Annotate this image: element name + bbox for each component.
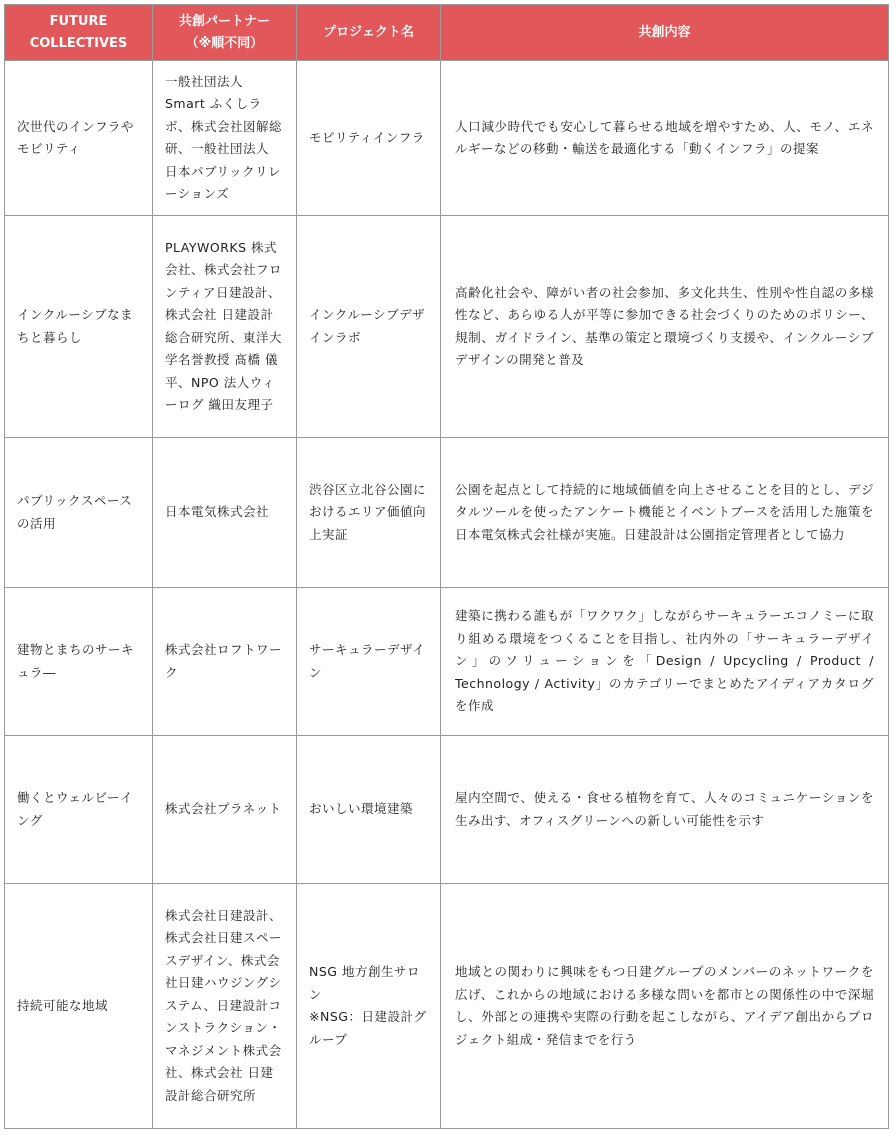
table-row bbox=[5, 588, 889, 736]
header-future-collectives: FUTURE COLLECTIVES bbox=[5, 5, 153, 61]
row-project: サーキュラーデザイン bbox=[297, 588, 441, 736]
table-row bbox=[5, 438, 889, 588]
row-partner: 日本電気株式会社 bbox=[153, 438, 297, 588]
row-partner: 株式会社日建設計、株式会社日建スペースデザイン、株式会社日建ハウジングシステム、日建設計コンストラクション・マネジメント株式会社、株式会社 日建設計総合研究所 bbox=[153, 884, 297, 1129]
row-content: 建築に携わる誰もが「ワクワク」しながらサーキュラーエコノミーに取り組める環境をつくることを目指し、社内外の「サーキュラーデザイン」のソリューションを「Design / Upcycling / Product / Technology / Activity」のカテゴリーでまとめたアイディアカタログを作成 bbox=[441, 588, 889, 736]
row-project: 渋谷区立北谷公園におけるエリア価値向上実証 bbox=[297, 438, 441, 588]
row-project: インクルーシブデザインラボ bbox=[297, 216, 441, 438]
row-partner: 株式会社ロフトワーク bbox=[153, 588, 297, 736]
header-project-name: プロジェクト名 bbox=[297, 5, 441, 61]
row-theme: 次世代のインフラやモビリティ bbox=[5, 61, 153, 216]
table-row bbox=[5, 884, 889, 1129]
header-content: 共創内容 bbox=[441, 5, 889, 61]
row-content: 人口減少時代でも安心して暮らせる地域を増やすため、人、モノ、エネルギーなどの移動・輸送を最適化する「動くインフラ」の提案 bbox=[441, 61, 889, 216]
row-partner: 一般社団法人 Smart ふくしラボ、株式会社図解総研、一般社団法人 日本パブリックリレーションズ bbox=[153, 61, 297, 216]
table-header-row bbox=[5, 5, 889, 61]
row-partner: 株式会社プラネット bbox=[153, 736, 297, 884]
row-content: 屋内空間で、使える・食せる植物を育て、人々のコミュニケーションを生み出す、オフィスグリーンへの新しい可能性を示す bbox=[441, 736, 889, 884]
table-row bbox=[5, 61, 889, 216]
row-content: 公園を起点として持続的に地域価値を向上させることを目的とし、デジタルツールを使ったアンケート機能とイベントブースを活用した施策を日本電気株式会社様が実施。日建設計は公園指定管理者として協力 bbox=[441, 438, 889, 588]
row-theme: 建物とまちのサーキュラ― bbox=[5, 588, 153, 736]
row-theme: 働くとウェルビーイング bbox=[5, 736, 153, 884]
collectives-table bbox=[4, 4, 889, 1129]
row-project: NSG 地方創生サロン ※NSG：日建設計グループ bbox=[297, 884, 441, 1129]
row-content: 地域との関わりに興味をもつ日建グループのメンバーのネットワークを広げ、これからの地域における多様な問いを都市との関係性の中で深堀し、外部との連携や実際の行動を起こしながら、アイデア創出からプロジェクト組成・発信までを行う bbox=[441, 884, 889, 1129]
row-content: 高齢化社会や、障がい者の社会参加、多文化共生、性別や性自認の多様性など、あらゆる人が平等に参加できる社会づくりのためのポリシー、規制、ガイドライン、基準の策定と環境づくり支援や、インクルーシブデザインの開発と普及 bbox=[441, 216, 889, 438]
row-theme: 持続可能な地域 bbox=[5, 884, 153, 1129]
row-theme: インクルーシブなまちと暮らし bbox=[5, 216, 153, 438]
row-project: モビリティインフラ bbox=[297, 61, 441, 216]
row-theme: パブリックスペースの活用 bbox=[5, 438, 153, 588]
row-project: おいしい環境建築 bbox=[297, 736, 441, 884]
table-row bbox=[5, 736, 889, 884]
table-row bbox=[5, 216, 889, 438]
row-partner: PLAYWORKS 株式会社、株式会社フロンティア日建設計、株式会社 日建設計総合研究所、東洋大学名誉教授 髙橋 儀平、NPO 法人ウィーログ 織田友理子 bbox=[153, 216, 297, 438]
header-partners: 共創パートナー （※順不同） bbox=[153, 5, 297, 61]
